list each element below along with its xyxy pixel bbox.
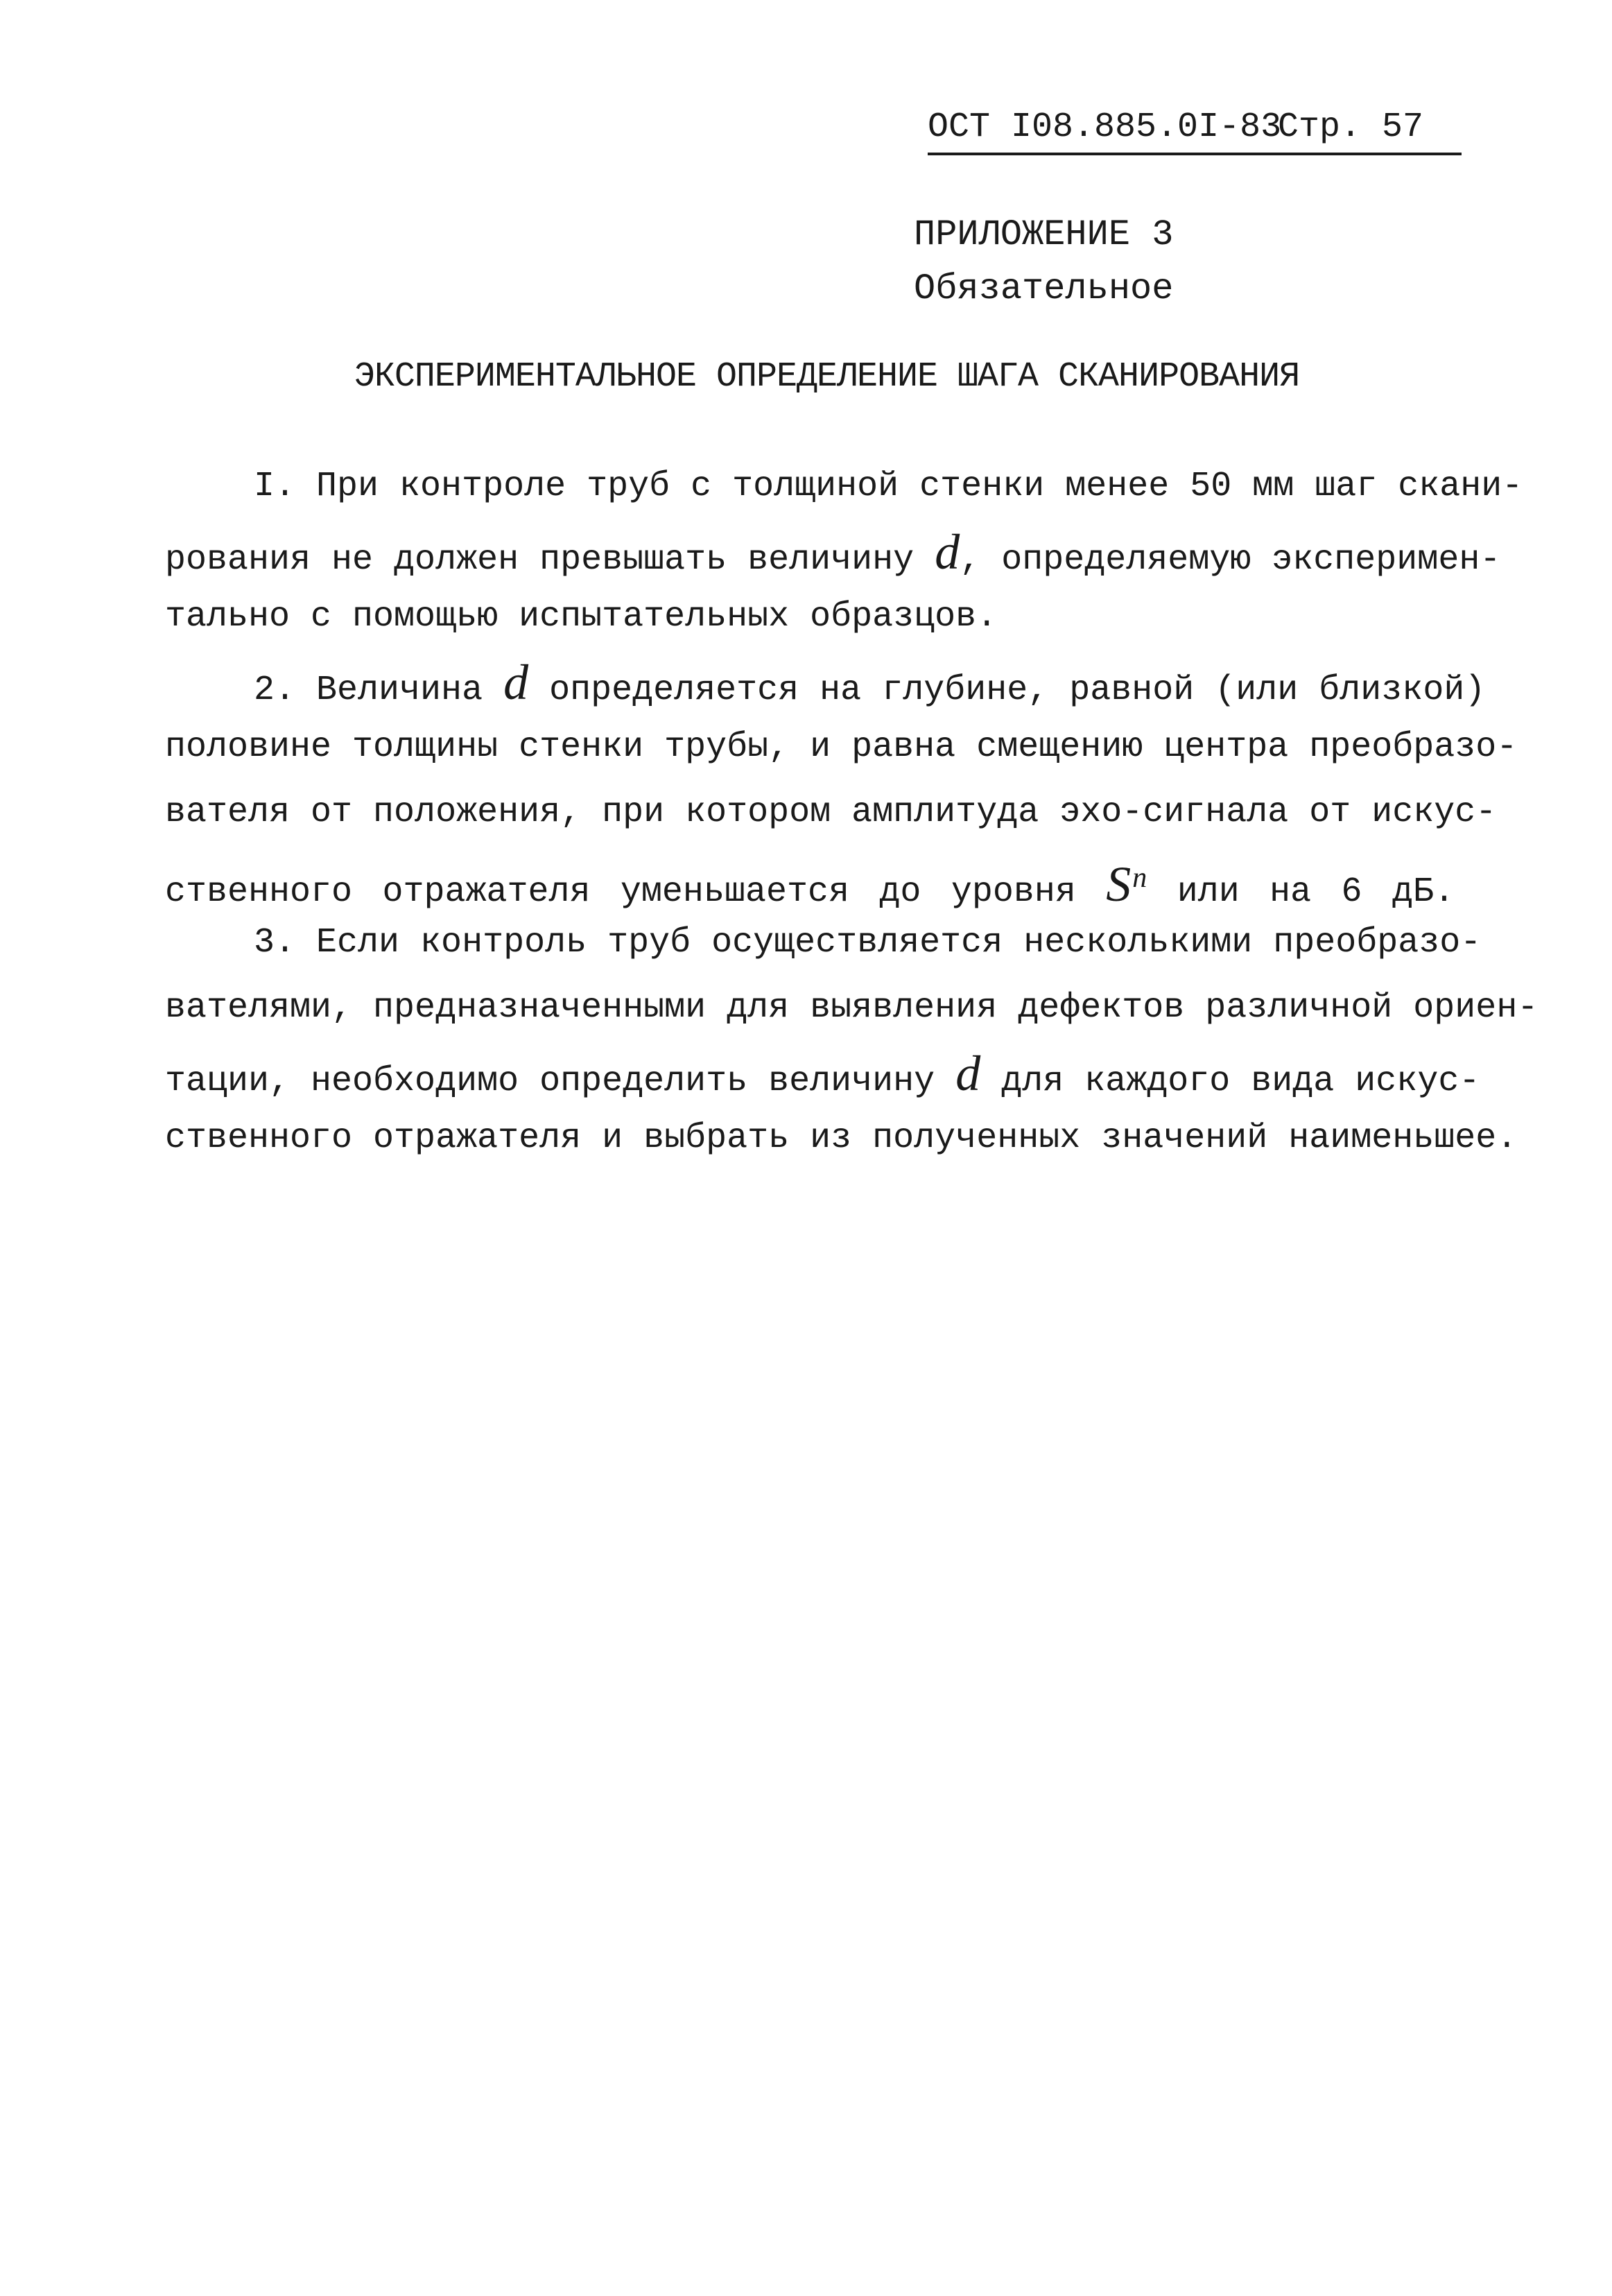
appendix-block — [914, 208, 1173, 316]
page-header — [928, 104, 1462, 155]
text-run: определяется на глубине, равной (или близкой) — [549, 671, 1486, 710]
paragraph-number: 3. — [254, 923, 296, 963]
paragraph-2-line-3 — [165, 780, 1497, 845]
text-run: вателями, предназначенными для выявления дефектов различной ориен- — [165, 988, 1539, 1028]
paragraph-3-line-3 — [165, 1041, 1480, 1106]
text-run: ственного отражателя и выбрать из полученных значений наименьшее. — [165, 1119, 1518, 1158]
appendix-label: ПРИЛОЖЕНИЕ 3 — [914, 214, 1174, 255]
symbol-d: d — [935, 524, 960, 580]
appendix-status: Обязательное — [914, 268, 1174, 309]
paragraph-3-line-2 — [165, 976, 1539, 1041]
text-run: для каждого вида искус- — [1001, 1062, 1480, 1101]
paragraph-number: I. — [254, 467, 296, 506]
text-run: При контроле труб с толщиной стенки менее 50 мм шаг скани- — [316, 467, 1523, 506]
text-run: ственного отражателя уменьшается до уровня — [165, 872, 1076, 912]
text-run: Величина — [316, 671, 483, 710]
paragraph-1-line-1 — [165, 454, 1523, 519]
paragraph-1-line-3 — [165, 585, 1455, 650]
symbol-s-base: S — [1106, 856, 1132, 912]
paragraph-3-line-1 — [165, 910, 1482, 976]
paragraph-2-line-4 — [165, 845, 1455, 910]
paragraph-2-line-2 — [165, 715, 1518, 780]
paragraph-2-line-1 — [165, 650, 1486, 715]
text-run: тации, необходимо определить величину — [165, 1062, 935, 1101]
paragraph-number: 2. — [254, 671, 296, 710]
symbol-s — [1106, 856, 1147, 912]
text-run: или на 6 дБ. — [1177, 872, 1455, 912]
document-code: ОСТ I08.885.0I-83 — [928, 107, 1282, 147]
document-body — [165, 454, 1539, 1171]
paragraph-1-line-2 — [165, 519, 1501, 585]
paragraph-3-line-4 — [165, 1106, 1518, 1171]
section-title: ЭКСПЕРИМЕНТАЛЬНОЕ ОПРЕДЕЛЕНИЕ ШАГА СКАНИРОВАНИЯ — [354, 357, 1300, 397]
text-run: тально с помощью испытательных образцов. — [165, 597, 998, 637]
symbol-d: d — [955, 1046, 981, 1101]
text-run: Если контроль труб осуществляется несколькими преобразо- — [316, 923, 1482, 963]
text-run: половине толщины стенки трубы, и равна смещению центра преобразо- — [165, 727, 1518, 767]
text-run: вателя от положения, при котором амплитуда эхо-сигнала от искус- — [165, 793, 1497, 832]
symbol-s-superscript: п — [1132, 862, 1147, 894]
symbol-d: d — [503, 655, 529, 710]
page-number: Стр. 57 — [1278, 107, 1424, 147]
text-run: , определяемую эксперимен- — [960, 540, 1501, 580]
text-run: рования не должен превышать величину — [165, 540, 915, 580]
